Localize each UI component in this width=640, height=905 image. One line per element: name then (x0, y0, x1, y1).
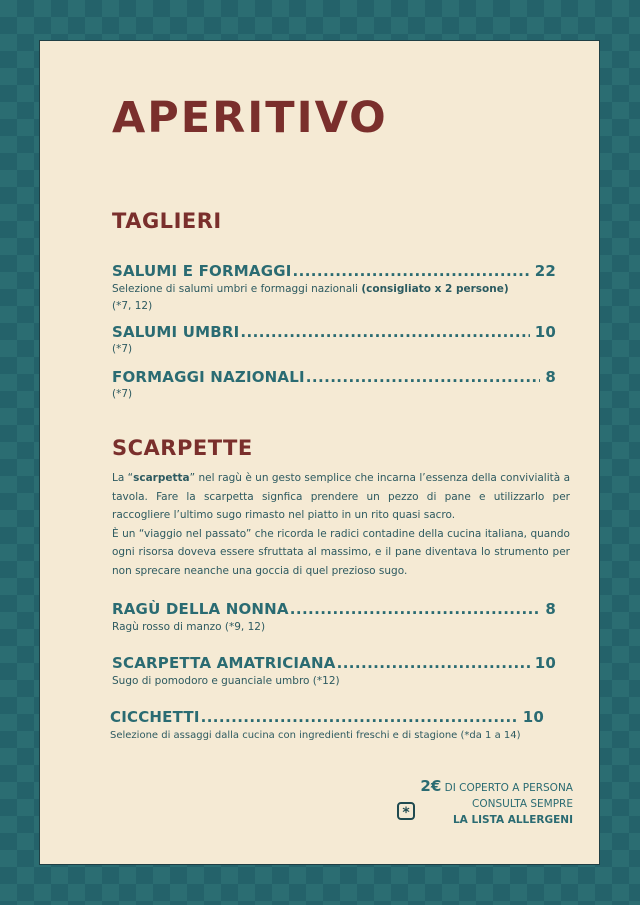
section-heading-taglieri: TAGLIERI (112, 209, 222, 233)
item-price: 10 (522, 708, 544, 726)
item-description: Ragù rosso di manzo (*9, 12) (112, 621, 266, 633)
item-name: SALUMI E FORMAGGI (112, 262, 292, 280)
footer-note (420, 778, 573, 828)
dot-leader (290, 600, 541, 618)
dot-leader (306, 368, 541, 386)
scarpette-intro (112, 469, 570, 580)
item-name: RAGÙ DELLA NONNA (112, 600, 289, 618)
item-name: CICCHETTI (110, 708, 200, 726)
dot-leader (337, 654, 530, 672)
allergen-asterisk-icon: * (397, 802, 415, 820)
item-allergens: (*7, 12) (112, 300, 153, 312)
item-price: 22 (534, 262, 556, 280)
dot-leader (293, 262, 530, 280)
cover-text: DI COPERTO A PERSONA (444, 782, 573, 794)
dot-leader (201, 708, 518, 726)
item-price: 8 (545, 600, 556, 618)
menu-item (112, 600, 556, 636)
section-heading-scarpette: SCARPETTE (112, 436, 253, 460)
menu-item (112, 323, 556, 357)
intro-paragraph: La “scarpetta” nel ragù è un gesto semplice che incarna l’essenza della convivialità a tavola. Fare la scarpetta signfica prendere un pezzo di pane e utilizzarlo per raccogliere l’ultimo sugo rimasto nel piatto in un rito quasi sacro. (112, 472, 571, 521)
intro-paragraph: È un “viaggio nel passato” che ricorda le radici contadine della cucina italiana, quando ogni risorsa doveva essere sfruttata al massimo, e il pane diventava lo strumento per non sprecare neanche una goccia di quel prezioso sugo. (112, 527, 570, 577)
menu-title: APERITIVO (112, 93, 388, 143)
item-description: Sugo di pomodoro e guanciale umbro (*12) (112, 675, 340, 687)
menu-item (112, 368, 556, 402)
item-price: 8 (545, 368, 556, 386)
cover-price: 2€ (420, 777, 442, 795)
menu-card (39, 40, 600, 865)
item-name: FORMAGGI NAZIONALI (112, 368, 305, 386)
menu-item (110, 708, 544, 744)
item-price: 10 (534, 323, 556, 341)
dot-leader (240, 323, 529, 341)
item-allergens: (*7) (112, 343, 133, 355)
item-name: SCARPETTA AMATRICIANA (112, 654, 336, 672)
item-allergens: (*7) (112, 388, 133, 400)
menu-item (112, 262, 556, 314)
item-description: Selezione di salumi umbri e formaggi nazionali (consigliato x 2 persone) (112, 283, 509, 295)
menu-item (112, 654, 556, 690)
item-name: SALUMI UMBRI (112, 323, 240, 341)
allergen-line-1: CONSULTA SEMPRE (472, 798, 573, 810)
allergen-line-2: LA LISTA ALLERGENI (452, 814, 573, 826)
item-description: Selezione di assaggi dalla cucina con ingredienti freschi e di stagione (*da 1 a 14) (110, 730, 521, 741)
item-price: 10 (534, 654, 556, 672)
